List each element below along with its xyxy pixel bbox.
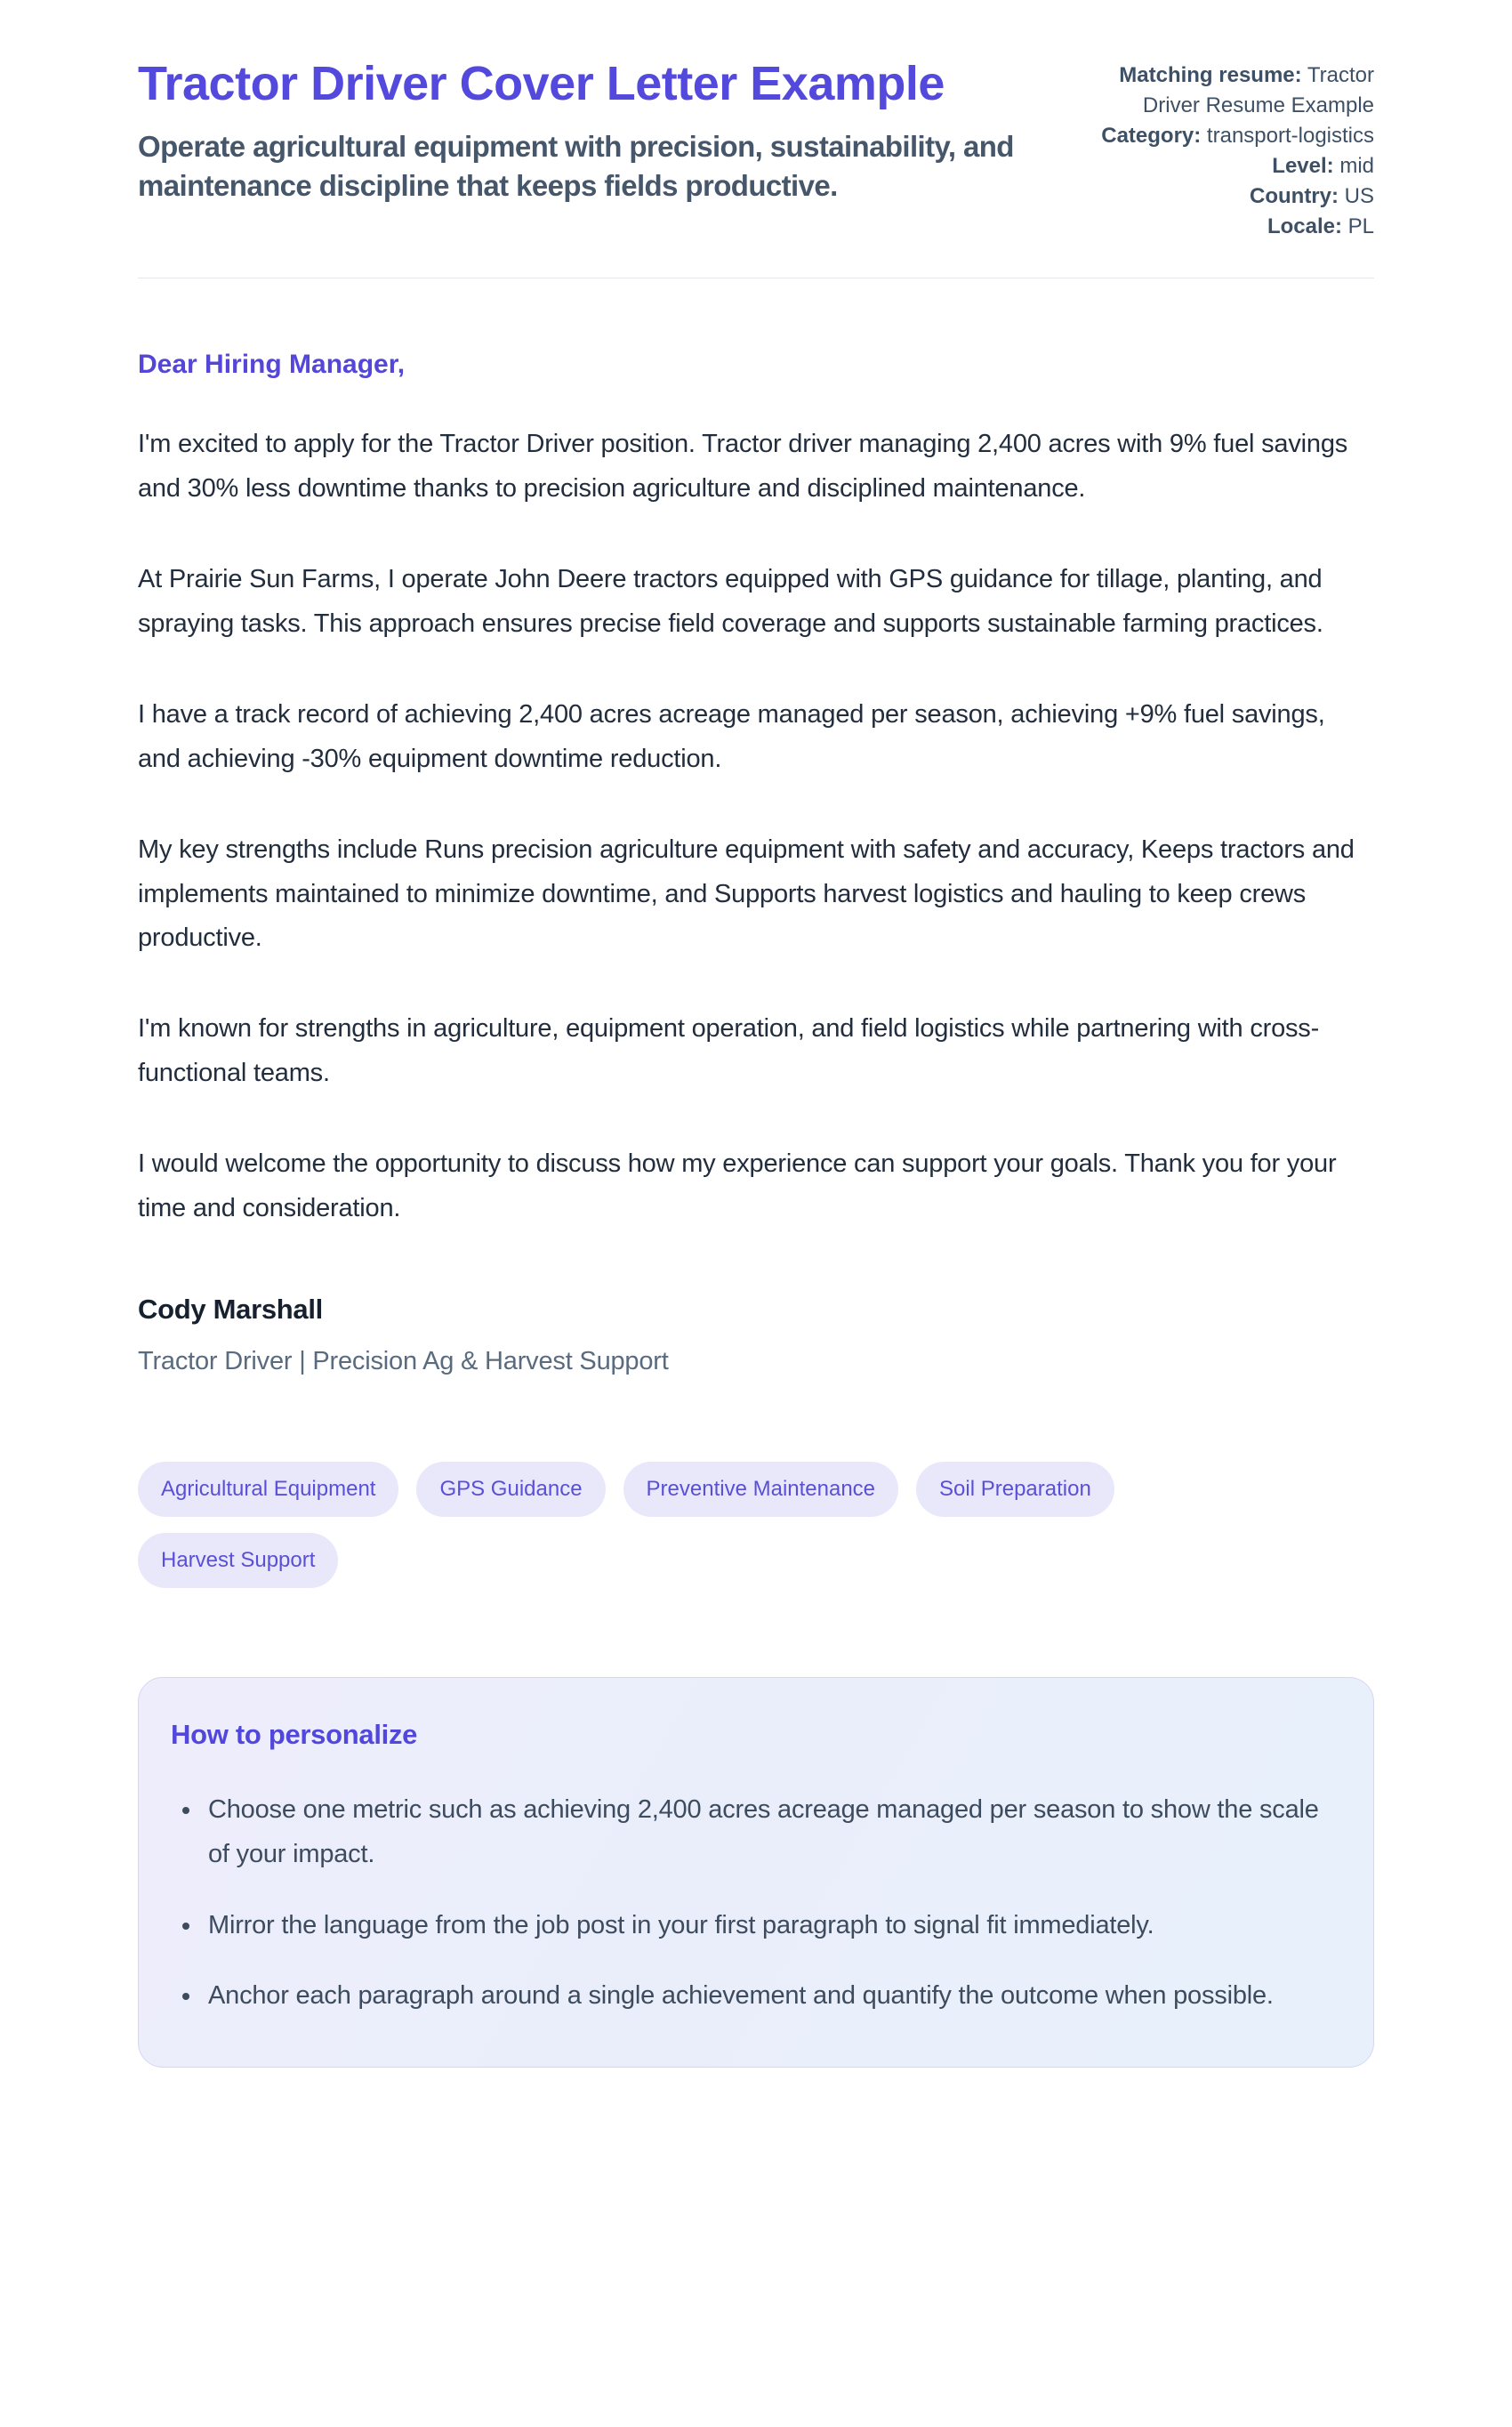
meta-row	[1057, 181, 1374, 212]
header	[138, 55, 1374, 242]
personalize-title: How to personalize	[171, 1718, 418, 1750]
meta-row	[1057, 151, 1374, 181]
signature-block	[138, 1294, 1374, 1376]
meta-row	[1057, 60, 1374, 121]
resume-meta	[1057, 55, 1374, 242]
tag-pill[interactable]: Agricultural Equipment	[138, 1462, 398, 1517]
personalize-list	[171, 1788, 1329, 2020]
meta-label: Country:	[1250, 184, 1339, 209]
tag-pill[interactable]: Preventive Maintenance	[623, 1462, 898, 1517]
letter-paragraph: I'm excited to apply for the Tractor Driver position. Tractor driver managing 2,400 acres with 9% fuel savings and 30% less downtime thanks to precision agriculture and disciplined maintenance.	[138, 430, 1348, 504]
tag-pill[interactable]: Harvest Support	[138, 1533, 338, 1588]
meta-value: PL	[1341, 214, 1374, 239]
meta-row	[1057, 212, 1374, 242]
personalize-bullet: • Mirror the language from the job post in your first paragraph to signal fit immediately.	[203, 1904, 1329, 1948]
meta-label: Level:	[1272, 154, 1334, 179]
tag-pill[interactable]: GPS Guidance	[416, 1462, 605, 1517]
page-title: Tractor Driver Cover Letter Example	[138, 57, 945, 110]
personalize-bullet: • Choose one metric such as achieving 2,400 acres acreage managed per season to show the scale of your impact.	[203, 1788, 1329, 1877]
letter-paragraph: I would welcome the opportunity to discuss how my experience can support your goals. Thank you for your time and consideration.	[138, 1149, 1337, 1222]
page-subtitle: Operate agricultural equipment with precision, sustainability, and maintenance discipline that keeps fields productive.	[138, 129, 1014, 203]
signature-role: Tractor Driver | Precision Ag & Harvest Support	[138, 1346, 669, 1375]
letter-paragraph: I'm known for strengths in agriculture, equipment operation, and field logistics while partnering with cross-functional teams.	[138, 1014, 1320, 1088]
meta-value: mid	[1333, 154, 1374, 179]
header-left	[138, 55, 1014, 206]
letter-greeting: Dear Hiring Manager,	[138, 350, 406, 380]
signature-name: Cody Marshall	[138, 1293, 323, 1325]
letter-paragraph: My key strengths include Runs precision agriculture equipment with safety and accuracy, Keeps tractors and implements maintained to minimize downtime, and Supports harvest logistics and hauling to keep crews productive.	[138, 835, 1355, 953]
meta-value: Tractor Driver Resume Example	[1142, 63, 1374, 118]
meta-row	[1057, 121, 1374, 151]
meta-value: US	[1338, 184, 1374, 209]
personalize-bullet: • Anchor each paragraph around a single achievement and quantify the outcome when possible.	[203, 1974, 1329, 2019]
letter-paragraph: At Prairie Sun Farms, I operate John Deere tractors equipped with GPS guidance for tillage, planting, and spraying tasks. This approach ensures precise field coverage and supports sustainable farming practices.	[138, 565, 1323, 639]
personalize-card	[138, 1677, 1374, 2068]
content-container	[138, 0, 1374, 2157]
letter-paragraph: I have a track record of achieving 2,400 acres acreage managed per season, achieving +9% fuel savings, and achieving -30% equipment downtime reduction.	[138, 699, 1325, 773]
meta-label: Matching resume:	[1119, 63, 1302, 87]
tag-pill[interactable]: Soil Preparation	[916, 1462, 1114, 1517]
letter-body	[138, 423, 1374, 1230]
meta-label: Category:	[1101, 124, 1202, 149]
tag-list	[138, 1462, 1205, 1588]
meta-value: transport-logistics	[1201, 124, 1374, 149]
meta-label: Locale:	[1267, 214, 1342, 239]
